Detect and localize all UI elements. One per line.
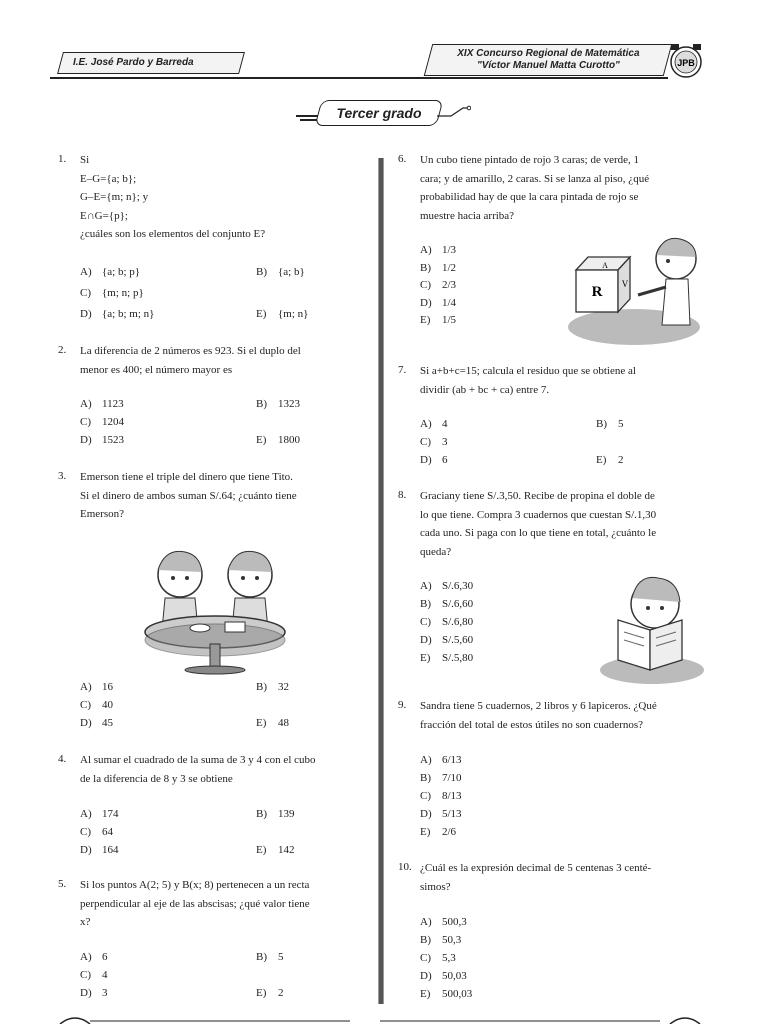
option-value: {a; b; p}	[102, 266, 141, 278]
question-text	[420, 859, 704, 896]
option-letter: C)	[80, 287, 91, 299]
option-value: 5	[618, 418, 624, 430]
option-value: 1/2	[442, 261, 457, 274]
question-line: Emerson?	[80, 508, 124, 520]
answer-option	[80, 416, 124, 428]
answer-option	[80, 681, 113, 693]
answer-option	[80, 266, 140, 278]
answer-option	[420, 418, 448, 430]
answer-option	[420, 297, 456, 309]
option-letter: D)	[80, 434, 92, 446]
answer-option	[420, 436, 448, 448]
answer-option	[256, 398, 300, 410]
answer-option	[420, 808, 462, 820]
option-letter: C)	[80, 699, 91, 711]
logo-text: JPB	[677, 58, 695, 68]
answer-option	[80, 987, 108, 999]
answer-option	[256, 844, 295, 856]
question-line: Sandra tiene 5 cuadernos, 2 libros y 6 lapiceros. ¿Qué	[420, 700, 657, 712]
answer-option	[596, 418, 624, 430]
title-box	[315, 100, 444, 126]
cube-front-label: R	[591, 284, 603, 300]
school-name-box	[57, 52, 245, 74]
option-value: 164	[102, 844, 119, 856]
option-value: 6	[102, 951, 108, 963]
option-value: S/.5,80	[442, 652, 474, 664]
page-title: Tercer grado	[336, 105, 422, 121]
option-letter: E)	[256, 987, 267, 999]
question-line: E–G={a; b};	[80, 172, 137, 185]
answer-option	[420, 314, 456, 326]
answer-option	[420, 934, 461, 946]
answer-option	[80, 717, 113, 729]
question-text	[80, 876, 362, 932]
option-value: S/.5,60	[442, 634, 474, 646]
option-letter: C)	[420, 279, 431, 291]
option-value: 5,3	[442, 952, 456, 964]
option-letter: D)	[420, 808, 432, 820]
answer-option	[420, 634, 473, 646]
option-value: 1204	[102, 416, 124, 428]
option-letter: C)	[420, 436, 431, 448]
question-line: fracción del total de estos útiles no son cuadernos?	[420, 718, 643, 731]
option-value: 3	[102, 987, 108, 999]
answer-option	[420, 916, 467, 928]
option-letter: D)	[420, 296, 432, 309]
option-value: 50,03	[442, 970, 467, 982]
question-text	[420, 697, 704, 734]
option-value: 4	[102, 969, 108, 981]
option-letter: C)	[80, 969, 91, 981]
option-value: 1/3	[442, 244, 457, 256]
option-letter: B)	[256, 398, 267, 410]
question-line: queda?	[420, 545, 452, 558]
option-value: 500,3	[442, 916, 467, 928]
question-number: 10.	[398, 861, 412, 873]
option-value: 2	[278, 987, 284, 999]
option-letter: A)	[80, 681, 92, 693]
question-number: 6.	[398, 153, 407, 165]
option-value: 2	[618, 454, 624, 466]
answer-option	[80, 969, 108, 981]
option-value: {m; n; p}	[102, 287, 144, 299]
option-letter: D)	[420, 634, 432, 646]
option-letter: B)	[420, 598, 431, 610]
option-value: 1/4	[442, 296, 457, 309]
answer-option	[256, 717, 289, 729]
option-letter: E)	[256, 434, 267, 446]
contest-subtitle: "Víctor Manuel Matta Curotto"	[476, 60, 620, 71]
question-number: 8.	[398, 489, 407, 501]
question-line: muestre hacia arriba?	[420, 209, 515, 222]
option-value: 48	[278, 717, 289, 729]
answer-option	[420, 988, 472, 1000]
answer-option	[256, 987, 284, 999]
option-letter: D)	[80, 717, 92, 729]
option-letter: B)	[596, 418, 607, 430]
option-letter: B)	[420, 261, 431, 274]
question-line: menor es 400; el número mayor es	[80, 363, 233, 376]
question-number: 3.	[58, 470, 67, 482]
option-value: 32	[278, 681, 289, 693]
question-number: 9.	[398, 699, 407, 711]
question-line: probabilidad hay de que la cara pintada de rojo se	[420, 191, 639, 203]
option-letter: C)	[80, 826, 91, 838]
option-letter: E)	[256, 717, 267, 729]
question-text	[420, 487, 704, 561]
answer-option	[420, 262, 456, 274]
answer-option	[420, 580, 473, 592]
option-letter: B)	[256, 681, 267, 693]
question-line: simos?	[420, 880, 451, 893]
answer-option	[596, 454, 624, 466]
option-value: 1123	[102, 398, 124, 410]
option-value: {m; n}	[278, 308, 309, 320]
answer-option	[420, 970, 467, 982]
answer-option	[256, 681, 289, 693]
option-letter: C)	[420, 616, 431, 628]
question-line: Si los puntos A(2; 5) y B(x; 8) pertenecen a un recta	[80, 879, 310, 891]
answer-option	[420, 754, 462, 766]
question-line: cada uno. Si paga con lo que tiene en total, ¿cuánto le	[420, 527, 657, 539]
option-value: 174	[102, 808, 119, 820]
option-letter: C)	[420, 952, 431, 964]
question-line: lo que tiene. Compra 3 cuadernos que cuestan S/.1,30	[420, 508, 657, 521]
question-text	[80, 342, 362, 379]
answer-option	[80, 287, 144, 299]
question-number: 5.	[58, 878, 67, 890]
question-text	[80, 468, 362, 524]
option-letter: D)	[80, 987, 92, 999]
title-swoosh	[437, 100, 471, 120]
answer-option	[80, 951, 108, 963]
answer-option	[80, 398, 124, 410]
question-line: Un cubo tiene pintado de rojo 3 caras; de verde, 1	[420, 154, 640, 166]
option-value: 1/5	[442, 314, 457, 326]
option-letter: A)	[420, 916, 432, 928]
header-rule-right	[428, 77, 668, 79]
question-number: 2.	[58, 344, 67, 356]
option-value: 500,03	[442, 988, 473, 1000]
option-letter: B)	[420, 772, 431, 784]
question-text	[80, 751, 362, 788]
question-line: Si a+b+c=15; calcula el residuo que se obtiene al	[420, 365, 636, 377]
answer-option	[420, 826, 456, 838]
option-value: 40	[102, 699, 113, 711]
question-number: 4.	[58, 753, 67, 765]
question-line: ¿cuáles son los elementos del conjunto E?	[80, 228, 266, 240]
option-letter: E)	[420, 314, 431, 326]
option-letter: E)	[420, 988, 431, 1000]
question-line: cara; y de amarillo, 2 caras. Si se lanza al piso, ¿qué	[420, 172, 650, 185]
option-letter: D)	[80, 844, 92, 856]
footer-decoration	[50, 1010, 710, 1024]
question-line: Al sumar el cuadrado de la suma de 3 y 4 con el cubo	[80, 754, 316, 766]
option-letter: D)	[420, 454, 432, 466]
answer-option	[80, 826, 113, 838]
option-value: 7/10	[442, 772, 462, 784]
question-line: ¿Cuál es la expresión decimal de 5 centenas 3 centé-	[420, 862, 652, 874]
option-letter: B)	[256, 808, 267, 820]
question-line: Emerson tiene el triple del dinero que tiene Tito.	[80, 471, 293, 483]
question-line: G–E={m; n}; y	[80, 191, 149, 203]
option-value: S/.6,30	[442, 580, 474, 592]
option-letter: E)	[596, 454, 607, 466]
option-value: 64	[102, 826, 113, 838]
option-value: {a; b}	[278, 266, 305, 278]
option-letter: A)	[420, 580, 432, 592]
option-value: 6/13	[442, 754, 462, 766]
option-letter: C)	[420, 790, 431, 802]
question-text	[80, 151, 362, 244]
contest-title: XIX Concurso Regional de Matemática	[457, 48, 640, 59]
option-value: 45	[102, 717, 113, 729]
question-line: perpendicular al eje de las abscisas; ¿qué valor tiene	[80, 897, 310, 910]
contest-name-box	[424, 44, 673, 76]
answer-option	[80, 434, 124, 446]
option-letter: B)	[256, 951, 267, 963]
option-value: S/.6,80	[442, 616, 474, 628]
option-value: 5/13	[442, 808, 462, 820]
question-line: E∩G={p};	[80, 209, 128, 222]
option-value: 5	[278, 951, 284, 963]
answer-option	[256, 808, 295, 820]
answer-option	[420, 652, 473, 664]
option-letter: B)	[256, 266, 267, 278]
option-value: 16	[102, 681, 113, 693]
option-value: 142	[278, 844, 295, 856]
option-letter: A)	[80, 398, 92, 410]
option-value: 6	[442, 454, 448, 466]
answer-option	[420, 279, 456, 291]
boy-reading-illustration	[600, 568, 704, 686]
answer-option	[256, 308, 308, 320]
option-letter: E)	[420, 652, 431, 664]
answer-option	[420, 454, 448, 466]
answer-option	[256, 434, 300, 446]
question-line: Si el dinero de ambos suman S/.64; ¿cuánto tiene	[80, 489, 297, 502]
option-letter: A)	[420, 418, 432, 430]
answer-option	[420, 598, 473, 610]
question-line: Si	[80, 154, 90, 166]
option-value: 2/3	[442, 279, 457, 291]
answer-option	[420, 952, 456, 964]
school-name: I.E. José Pardo y Barreda	[73, 57, 194, 68]
cube-top-label: A	[602, 261, 608, 270]
cube-side-label: V	[621, 279, 629, 289]
option-value: 4	[442, 418, 448, 430]
option-value: {a; b; m; n}	[102, 308, 155, 320]
option-value: 1523	[102, 434, 124, 446]
option-letter: A)	[80, 951, 92, 963]
option-letter: A)	[80, 266, 92, 278]
answer-option	[420, 616, 473, 628]
answer-option	[420, 244, 456, 256]
option-letter: A)	[420, 754, 432, 766]
question-line: dividir (ab + bc + ca) entre 7.	[420, 383, 550, 396]
kids-table-illustration	[140, 540, 290, 675]
option-value: 8/13	[442, 790, 462, 802]
question-line: Graciany tiene S/.3,50. Recibe de propina el doble de	[420, 490, 655, 502]
option-letter: E)	[256, 308, 267, 320]
option-value: 2/6	[442, 826, 457, 838]
school-logo	[668, 42, 704, 80]
question-number: 1.	[58, 153, 67, 165]
option-value: S/.6,60	[442, 598, 474, 610]
question-text	[420, 362, 704, 399]
option-value: 3	[442, 436, 448, 448]
option-letter: A)	[420, 244, 432, 256]
question-line: La diferencia de 2 números es 923. Si el duplo del	[80, 345, 301, 357]
option-value: 1800	[278, 434, 300, 446]
option-value: 139	[278, 808, 295, 820]
option-value: 1323	[278, 398, 300, 410]
header-rule-left	[50, 77, 435, 79]
option-letter: C)	[80, 416, 91, 428]
question-text	[420, 151, 704, 225]
option-value: 50,3	[442, 934, 462, 946]
option-letter: B)	[420, 934, 431, 946]
cube-boy-illustration	[568, 235, 704, 347]
answer-option	[256, 951, 284, 963]
answer-option	[256, 266, 305, 278]
question-number: 7.	[398, 364, 407, 376]
option-letter: E)	[256, 844, 267, 856]
answer-option	[80, 308, 154, 320]
question-line: de la diferencia de 8 y 3 se obtiene	[80, 772, 233, 785]
option-letter: D)	[80, 308, 92, 320]
answer-option	[420, 772, 462, 784]
answer-option	[420, 790, 462, 802]
question-line: x?	[80, 916, 91, 928]
answer-option	[80, 844, 119, 856]
option-letter: A)	[80, 808, 92, 820]
answer-option	[80, 699, 113, 711]
answer-option	[80, 808, 119, 820]
option-letter: D)	[420, 970, 432, 982]
column-divider	[378, 158, 384, 1004]
option-letter: E)	[420, 826, 431, 838]
